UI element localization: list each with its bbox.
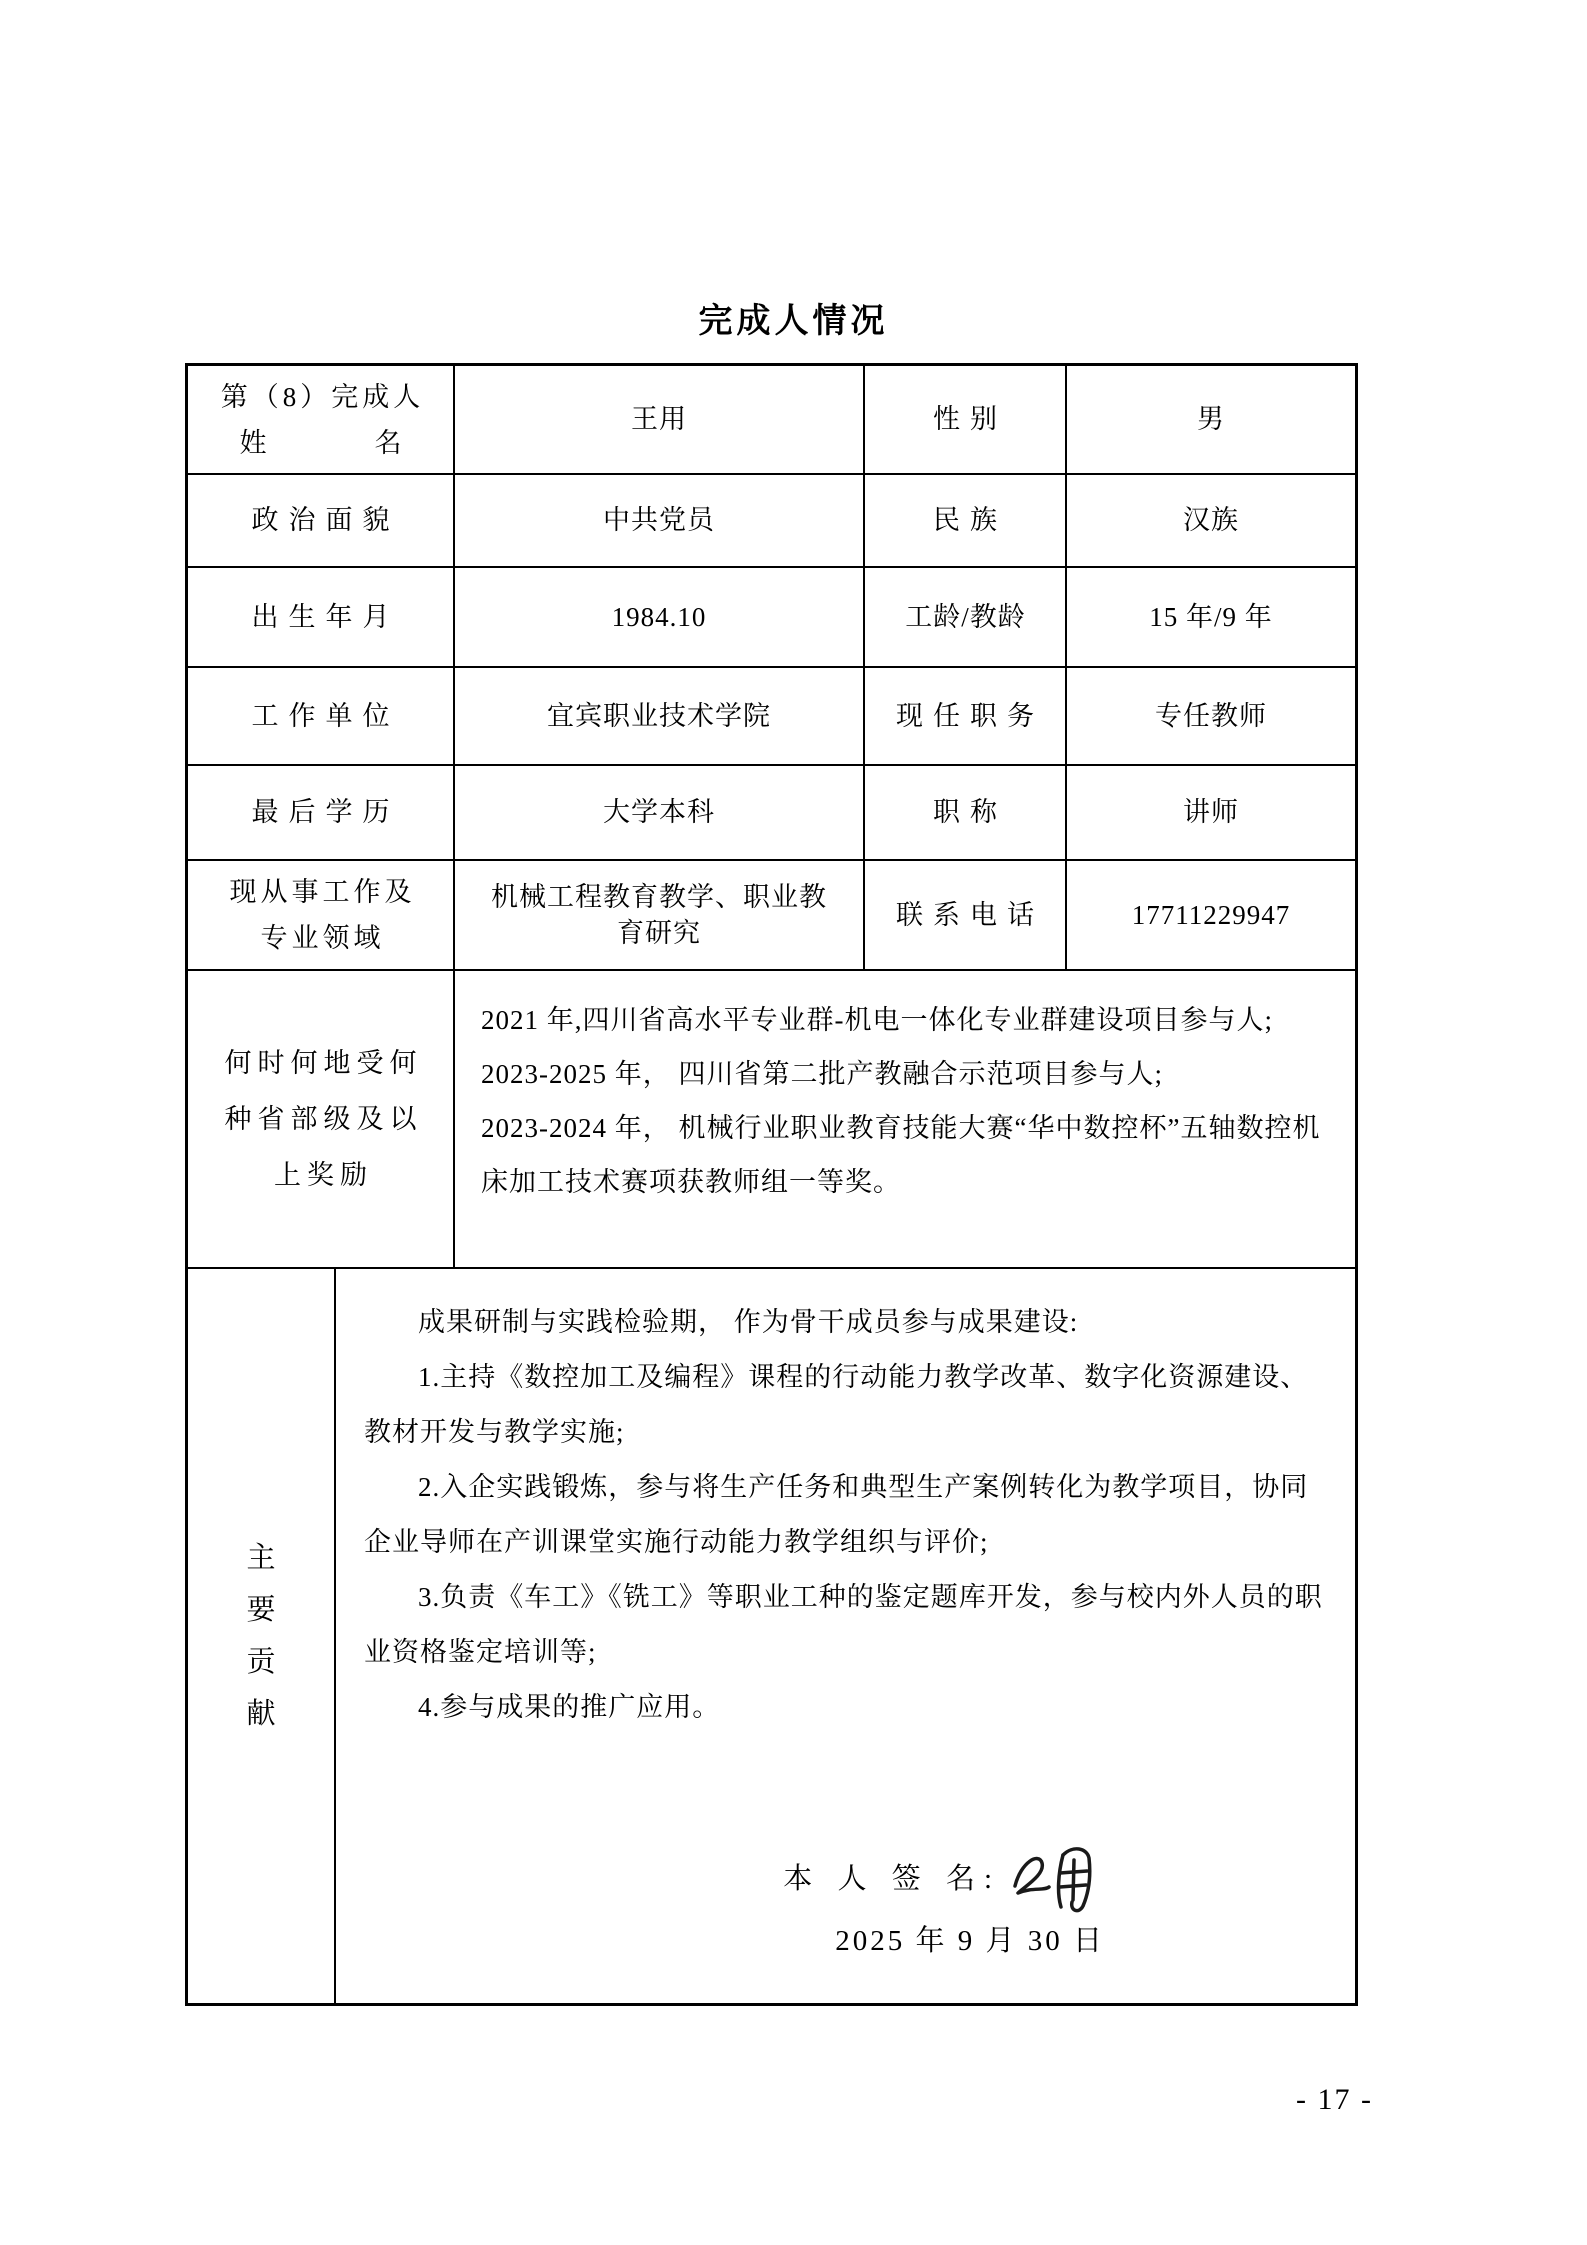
field-awards-content bbox=[455, 971, 1355, 1269]
field-current-post-label: 现任职务 bbox=[865, 668, 1067, 766]
signature-block bbox=[775, 1840, 1105, 1961]
field-contributions-label bbox=[188, 1269, 336, 2003]
field-title-value: 讲师 bbox=[1067, 766, 1355, 861]
field-contributions-row bbox=[188, 1269, 1355, 2003]
field-seniority-label: 工龄/教龄 bbox=[865, 568, 1067, 668]
field-birth-date-value: 1984.10 bbox=[455, 568, 865, 668]
field-phone-label: 联系电话 bbox=[865, 861, 1067, 971]
field-current-work-label-line2: 专业领域 bbox=[260, 923, 385, 953]
field-name-value: 王用 bbox=[455, 366, 865, 475]
field-political-status-value: 中共党员 bbox=[455, 475, 865, 568]
field-awards-label-line3: 上奖励 bbox=[274, 1160, 373, 1190]
field-employer-label: 工作单位 bbox=[188, 668, 455, 766]
field-gender-label: 性别 bbox=[865, 366, 1067, 475]
field-employer-value: 宜宾职业技术学院 bbox=[455, 668, 865, 766]
field-education-value: 大学本科 bbox=[455, 766, 865, 861]
field-education-label: 最后学历 bbox=[188, 766, 455, 861]
field-birth-date-label: 出生年月 bbox=[188, 568, 455, 668]
contribution-paragraph: 成果研制与实践检验期， 作为骨干成员参与成果建设: bbox=[418, 1307, 1079, 1337]
page-title: 完成人情况 bbox=[698, 302, 889, 340]
signature-image bbox=[1005, 1840, 1105, 1920]
completer-info-table bbox=[185, 363, 1358, 2006]
contributions-label-char: 主 bbox=[246, 1542, 276, 1574]
field-phone-value: 17711229947 bbox=[1067, 861, 1355, 971]
signature-label: 本 人 签 名: bbox=[783, 1863, 1001, 1896]
field-awards-label-line2: 种省部级及以 bbox=[224, 1104, 423, 1134]
field-seniority-value: 15 年/9 年 bbox=[1067, 568, 1355, 668]
field-name-label bbox=[188, 366, 455, 475]
field-current-work-label bbox=[188, 861, 455, 971]
contributions-label-char: 献 bbox=[246, 1698, 276, 1730]
contributions-label-char: 贡 bbox=[246, 1646, 276, 1678]
field-name-label-line2: 姓 名 bbox=[239, 427, 402, 458]
field-current-work-value: 机械工程教育教学、职业教育研究 bbox=[455, 861, 865, 971]
field-ethnicity-label: 民族 bbox=[865, 475, 1067, 568]
contribution-paragraph: 1.主持《数控加工及编程》课程的行动能力教学改革、数字化资源建设、教材开发与教学实施; bbox=[364, 1362, 1309, 1447]
signature-date: 2025 年 9 月 30 日 bbox=[835, 1924, 1105, 1957]
page-number: - 17 - bbox=[1296, 2083, 1373, 2116]
contribution-paragraph: 3.负责《车工》《铣工》等职业工种的鉴定题库开发，参与校内外人员的职业资格鉴定培训等; bbox=[364, 1582, 1323, 1667]
field-ethnicity-value: 汉族 bbox=[1067, 475, 1355, 568]
field-awards-label bbox=[188, 971, 455, 1269]
award-item: 2023-2024 年， 机械行业职业教育技能大赛“华中数控杯”五轴数控机床加工技术赛项获教师组一等奖。 bbox=[481, 1113, 1321, 1197]
contribution-paragraph: 2.入企实践锻炼，参与将生产任务和典型生产案例转化为教学项目，协同企业导师在产训课堂实施行动能力教学组织与评价; bbox=[364, 1472, 1309, 1557]
contribution-paragraph: 4.参与成果的推广应用。 bbox=[418, 1692, 721, 1722]
award-item: 2021 年,四川省高水平专业群-机电一体化专业群建设项目参与人; bbox=[481, 1005, 1273, 1035]
award-item: 2023-2025 年， 四川省第二批产教融合示范项目参与人; bbox=[481, 1059, 1163, 1089]
field-gender-value: 男 bbox=[1067, 366, 1355, 475]
contributions-label-char: 要 bbox=[246, 1594, 276, 1626]
field-contributions-content bbox=[336, 1269, 1355, 2003]
field-title-label: 职称 bbox=[865, 766, 1067, 861]
field-awards-label-line1: 何时何地受何 bbox=[224, 1048, 423, 1078]
field-current-post-value: 专任教师 bbox=[1067, 668, 1355, 766]
field-name-label-line1: 第（8）完成人 bbox=[220, 381, 425, 412]
field-current-work-label-line1: 现从事工作及 bbox=[229, 877, 416, 907]
field-political-status-label: 政治面貌 bbox=[188, 475, 455, 568]
